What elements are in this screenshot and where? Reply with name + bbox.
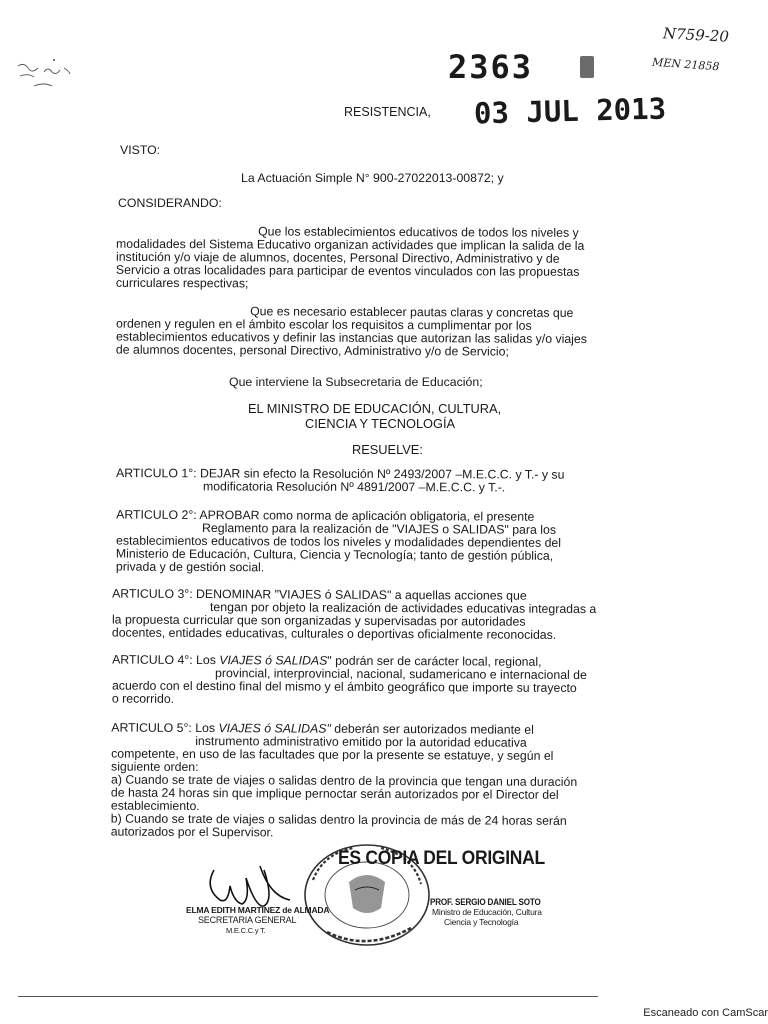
- text-line: Que es necesario establecer pautas claras y concretas que: [250, 304, 574, 320]
- copy-stamp: ES COPIA DEL ORIGINAL: [338, 848, 545, 869]
- text-line: establecimiento.: [110, 798, 200, 814]
- text-line: establecimientos educativos y definir las instancias que autorizan las salidas y/o viajes: [115, 329, 587, 347]
- minister-heading-line-2: CIENCIA Y TECNOLOGÍA: [305, 416, 456, 431]
- text-line: ARTICULO 3°: DENOMINAR "VIAJES ó SALIDAS" a aquellas acciones que: [112, 586, 527, 603]
- text-line: ordenen y regulen en el ámbito escolar los requisitos a cumplimentar por los: [116, 316, 532, 333]
- text-line: modificatoria Resolución Nº 4891/2007 –M.E.C.C. y T.-.: [202, 479, 506, 495]
- signature-left-icon: [200, 860, 310, 910]
- text-line: docentes, entidades educativas, culturales o deportivas oficialmente reconocidas.: [111, 625, 557, 642]
- article-5-suffix: deberán ser autorizados mediante el: [330, 721, 534, 737]
- stamp-smudge: [580, 56, 594, 78]
- scanner-watermark: Escaneado con CamScar: [643, 1007, 768, 1019]
- text-line: de hasta 24 horas sin que implique pernoctar serán autorizados por el Director del: [110, 785, 559, 802]
- signatory-left-org: M.E.C.C.y T.: [226, 926, 266, 935]
- text-line: b) Cuando se trate de viajes o salidas dentro la provincia de más de 24 horas serán: [110, 811, 567, 828]
- text-line: ARTICULO 1°: DEJAR sin efecto la Resolución Nº 2493/2007 –M.E.C.C. y T.- y su: [116, 466, 565, 482]
- article-4-emphasis: VIAJES ó SALIDAS: [219, 653, 328, 668]
- text-line: autorizados por el Supervisor.: [110, 824, 274, 840]
- visto-text: La Actuación Simple N° 900-27022013-00872; y: [241, 171, 504, 185]
- signatory-left-name: ELMA EDITH MARTINEZ de ALMADA: [186, 905, 330, 915]
- text-line: la propuesta curricular que son organizadas y supervisadas por autoridades: [111, 612, 526, 629]
- considerando-paragraph-1: [116, 225, 668, 292]
- text-line: competente, en uso de las facultades que por la presente se estatuye, y según el: [111, 746, 554, 763]
- text-line: tengan por objeto la realización de actividades educativas integradas a: [210, 600, 597, 617]
- handwritten-annotation-secondary: MEN 21858: [651, 55, 720, 74]
- signatory-right-name: PROF. SERGIO DANIEL SOTO: [430, 897, 541, 907]
- place-label: RESISTENCIA,: [344, 105, 431, 119]
- signatory-right-title: Ministro de Educación, Cultura: [432, 907, 542, 917]
- considerando-paragraph-3: Que interviene la Subsecretaria de Educación;: [229, 375, 483, 389]
- text-line: Que los establecimientos educativos de todos los niveles y: [258, 224, 579, 240]
- article-3: [112, 588, 668, 643]
- handwritten-annotation: N759-20: [662, 24, 730, 46]
- article-5-prefix: ARTICULO 5°: Los: [111, 720, 219, 736]
- signatory-right-org: Ciencia y Tecnología: [444, 917, 519, 927]
- date-stamp: 03 JUL 2013: [473, 91, 667, 131]
- article-4-prefix: ARTICULO 4°: Los: [112, 652, 220, 668]
- text-line: acuerdo con el destino final del mismo y el ámbito geográfico que importe su trayecto: [111, 678, 577, 695]
- considerando-label: CONSIDERANDO:: [118, 196, 222, 210]
- text-line: instrumento administrativo emitido por la autoridad educativa: [195, 733, 527, 750]
- margin-scribble-icon: [14, 58, 94, 94]
- article-5-emphasis: VIAJES ó SALIDAS": [218, 721, 331, 736]
- text-line: Ministerio de Educación, Cultura, Ciencia y Tecnología; tanto de gestión pública,: [115, 546, 554, 563]
- text-line: establecimientos educativos de todos los niveles y modalidades dependientes del: [115, 533, 562, 550]
- article-5: [111, 722, 669, 842]
- text-line: siguiente orden:: [111, 759, 199, 775]
- article-4-suffix: " podrán ser de carácter local, regional,: [327, 653, 542, 669]
- article-1: [116, 467, 656, 495]
- considerando-paragraph-2: [116, 305, 668, 360]
- visto-label: VISTO:: [120, 143, 161, 157]
- text-line: provincial, interprovincial, nacional, sudamericano e internacional de: [215, 666, 587, 683]
- minister-heading-line-1: EL MINISTRO DE EDUCACIÓN, CULTURA,: [248, 401, 502, 416]
- text-line: ARTICULO 2°: APROBAR como norma de aplicación obligatoria, el presente: [116, 507, 535, 524]
- resolution-number: 2363: [448, 48, 534, 86]
- article-2: [116, 509, 668, 577]
- signatory-left-title: SECRETARIA GENERAL: [198, 915, 297, 925]
- footer-divider: [18, 996, 598, 997]
- text-line: Servicio a otras localidades para participar de eventos vinculados con las propuestas: [115, 262, 580, 279]
- article-4: [112, 654, 668, 709]
- text-line: de alumnos docentes, personal Directivo, Administrativo y/o de Servicio;: [115, 342, 509, 359]
- text-line: institución y/o viaje de alumnos, docentes, Personal Directivo, Administrativo y de: [115, 249, 560, 266]
- text-line: curriculares respectivas;: [115, 275, 249, 291]
- resuelve-label: RESUELVE:: [352, 442, 423, 457]
- text-line: privada y de gestión social.: [115, 559, 265, 575]
- text-line: Reglamento para la realización de "VIAJES o SALIDAS" para los: [202, 521, 557, 537]
- text-line: a) Cuando se trate de viajes o salidas dentro de la provincia que tengan una duración: [110, 772, 578, 789]
- text-line: o recorrido.: [111, 691, 175, 706]
- text-line: modalidades del Sistema Educativo organizan actividades que implican la salida de la: [116, 236, 585, 253]
